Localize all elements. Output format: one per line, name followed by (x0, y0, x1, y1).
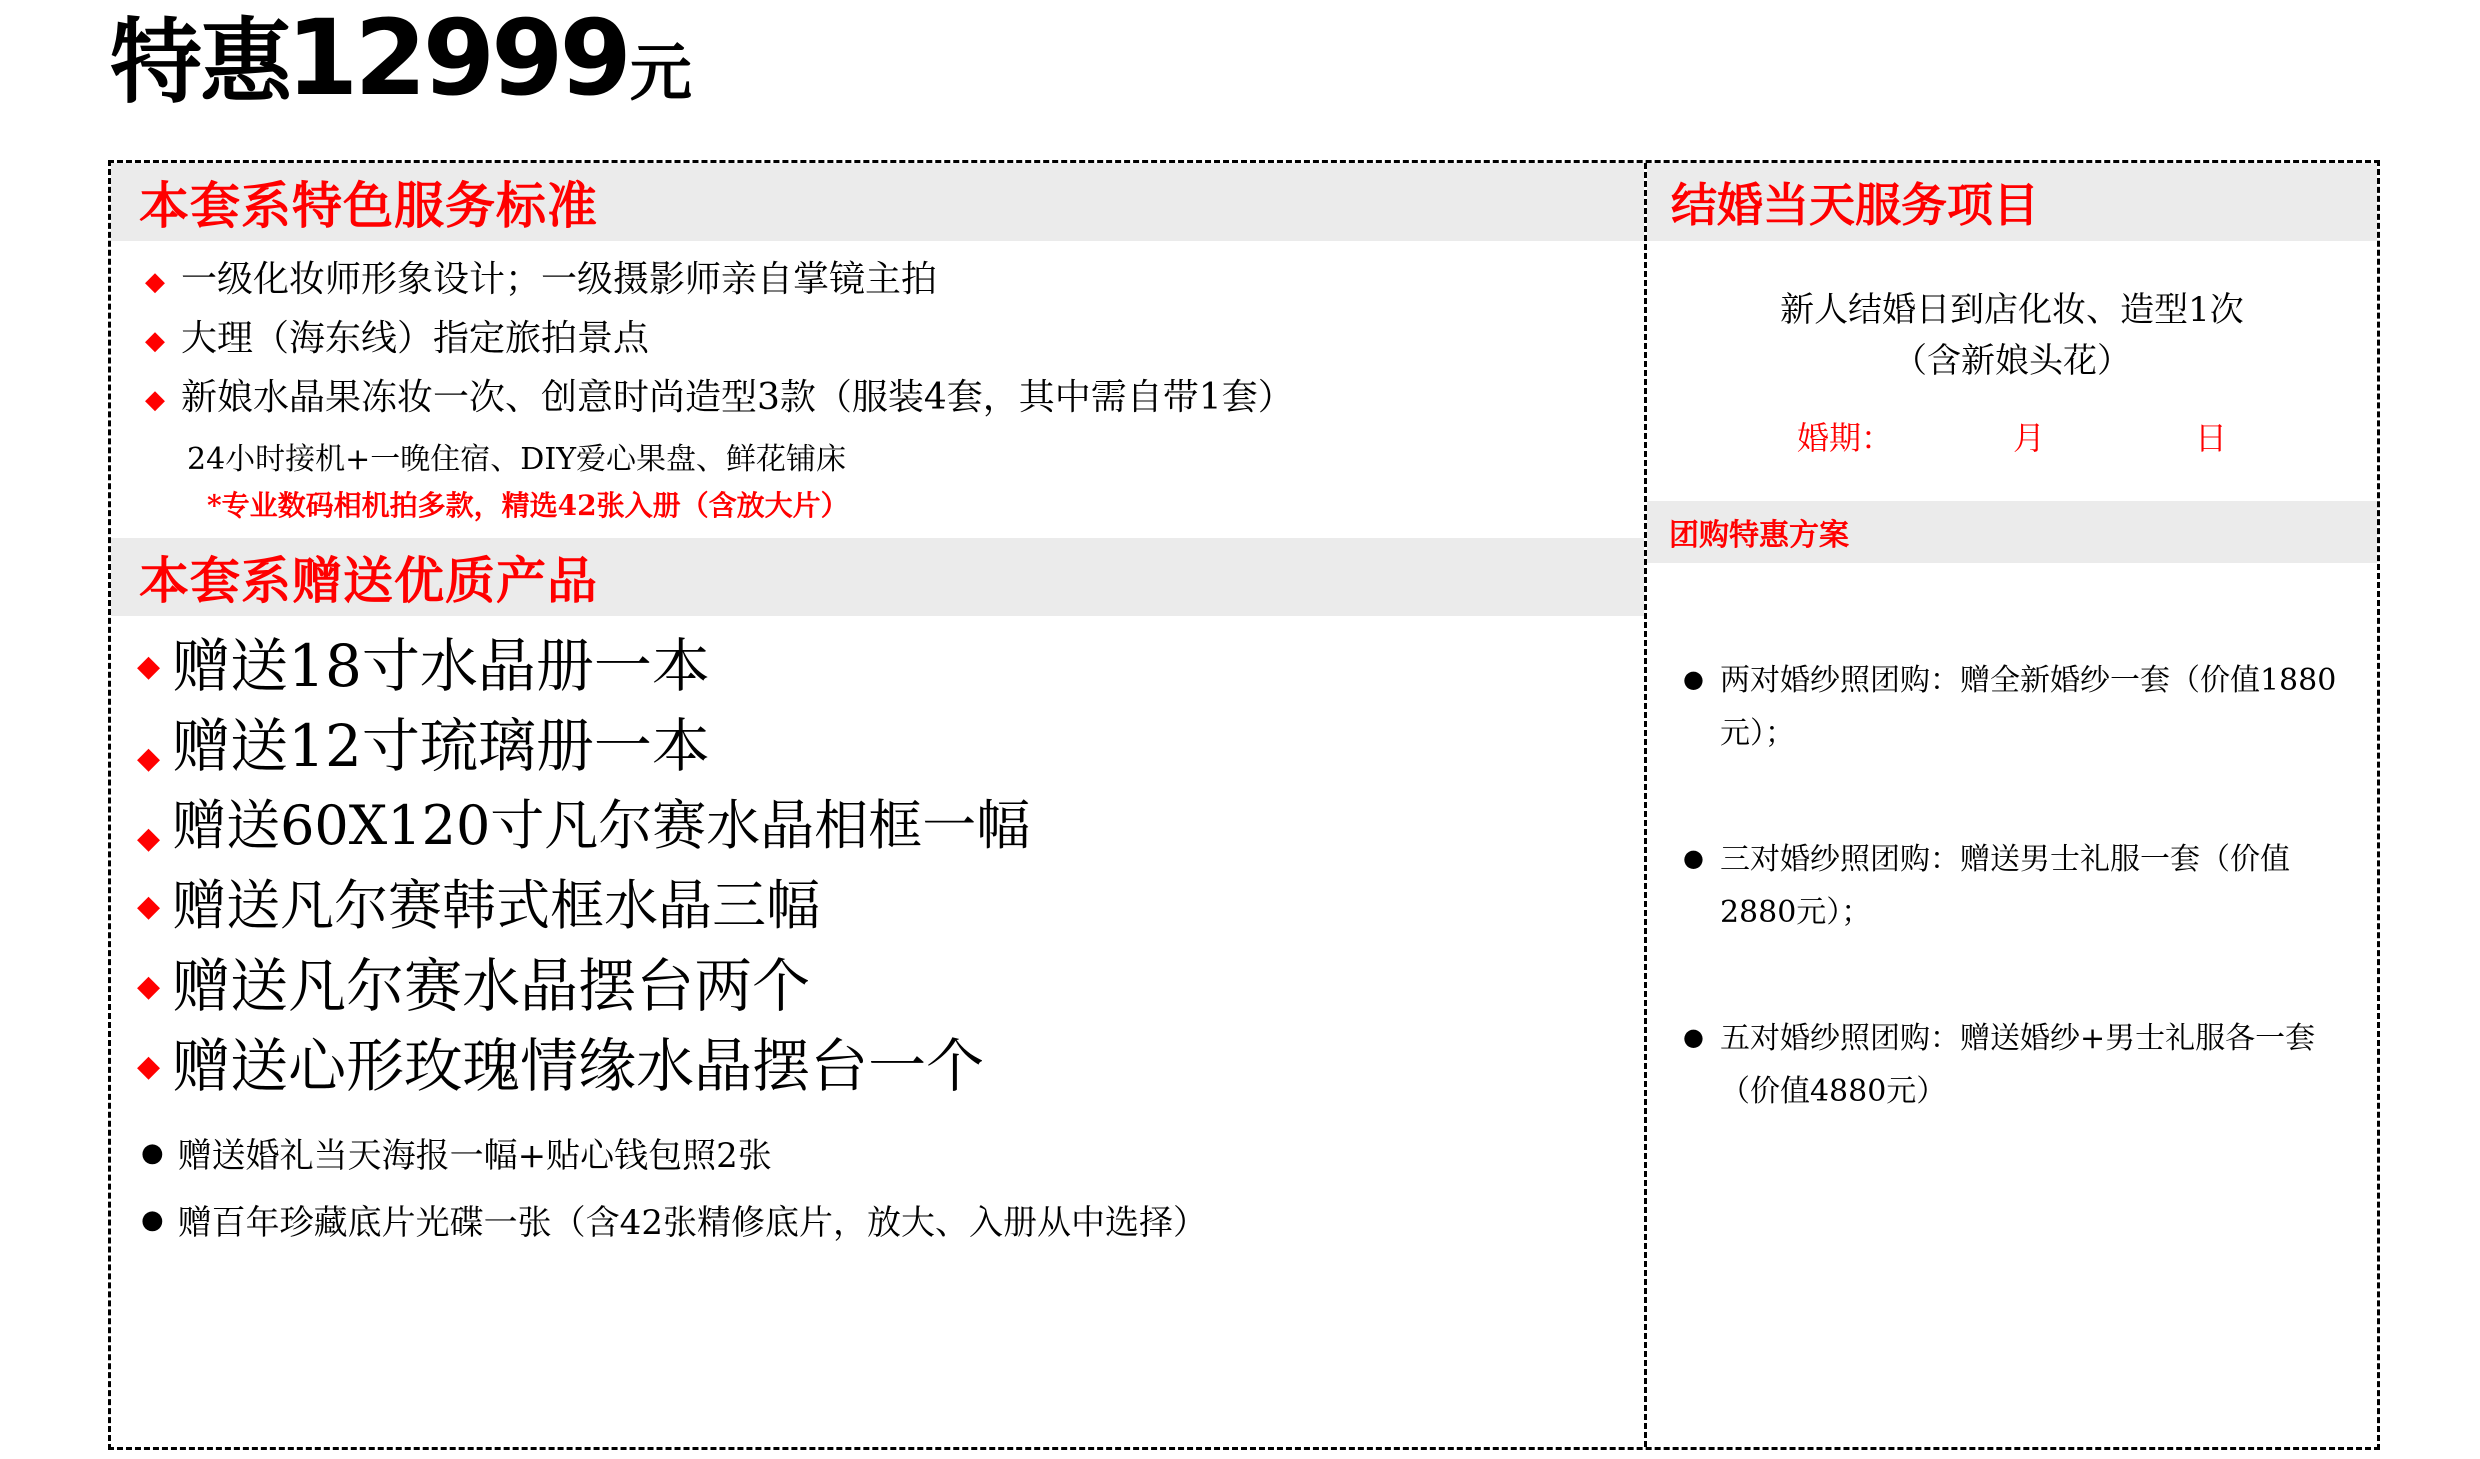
list-item (137, 626, 1644, 706)
title-prefix: 特惠 (110, 9, 291, 116)
content-frame (108, 160, 2380, 1450)
wedding-day-service (1647, 241, 2377, 459)
title-currency-unit: 元 (629, 36, 692, 109)
list-item (137, 786, 1644, 866)
gift-text: 赠送凡尔赛韩式框水晶三幅 (172, 874, 821, 937)
right-section2-header: 团购特惠方案 (1647, 501, 2377, 563)
feature-list (111, 241, 1644, 524)
list-item (137, 1026, 1644, 1106)
list-item (141, 1195, 1644, 1244)
round-bullet-icon: ● (141, 1205, 164, 1235)
left-column (111, 163, 1647, 1447)
left-section2-header: 本套系赠送优质产品 (111, 538, 1644, 616)
gift-text: 赠送60X120寸凡尔赛水晶相框一幅 (172, 794, 1031, 857)
diamond-bullet-icon: ◆ (137, 1048, 161, 1084)
list-item (1683, 655, 2341, 760)
group-deal-text: 三对婚纱照团购：赠送男士礼服一套（价值2880元）； (1719, 842, 2290, 930)
diamond-bullet-icon: ◆ (145, 326, 165, 356)
wedding-date-label: 婚期： (1796, 419, 1893, 457)
feature-text: 大理（海东线）指定旅拍景点 (181, 318, 650, 359)
wedding-service-line2: （含新娘头花） (1893, 341, 2131, 381)
diamond-bullet-icon: ◆ (137, 648, 161, 684)
list-item (145, 375, 1644, 420)
wedding-date-row (1667, 413, 2357, 459)
gift-text: 赠送12寸琉璃册一本 (172, 712, 710, 780)
diamond-bullet-icon: ◆ (137, 888, 161, 924)
title-price: 12999 (286, 0, 628, 119)
group-deal-text: 两对婚纱照团购：赠全新婚纱一套（价值1880元）； (1719, 663, 2337, 751)
diamond-bullet-icon: ◆ (145, 267, 165, 297)
round-bullet-icon: ● (1683, 1023, 1704, 1051)
round-bullet-icon: ● (1683, 665, 1704, 693)
bottom-note-list (111, 1106, 1644, 1244)
list-item (141, 1128, 1644, 1177)
list-item (137, 866, 1644, 946)
feature-sub-line: 24小时接机+一晚住宿、DIY爱心果盘、鲜花铺床 (187, 442, 847, 477)
list-item (145, 316, 1644, 361)
feature-text: 一级化妆师形象设计；一级摄影师亲自掌镜主拍 (181, 259, 938, 300)
gift-text: 赠送凡尔赛水晶摆台两个 (172, 952, 811, 1020)
wedding-service-line1: 新人结婚日到店化妆、造型1次 (1780, 290, 2244, 330)
diamond-bullet-icon: ◆ (137, 968, 161, 1004)
feature-text: 新娘水晶果冻妆一次、创意时尚造型3款（服装4套，其中需自带1套） (181, 377, 1294, 418)
round-bullet-icon: ● (141, 1138, 164, 1168)
left-section1-header: 本套系特色服务标准 (111, 163, 1644, 241)
group-deal-list (1647, 563, 2377, 1118)
bottom-note-text: 赠百年珍藏底片光碟一张（含42张精修底片，放大、入册从中选择） (177, 1203, 1207, 1243)
wedding-date-month: 月 (2012, 419, 2045, 457)
gift-list (111, 616, 1644, 1106)
round-bullet-icon: ● (1683, 844, 1704, 872)
diamond-bullet-icon: ◆ (137, 821, 161, 856)
diamond-bullet-icon: ◆ (137, 741, 161, 776)
gift-text: 赠送心形玫瑰情缘水晶摆台一个 (172, 1032, 985, 1100)
list-item (1683, 834, 2341, 939)
list-item (145, 257, 1644, 302)
wedding-date-day: 日 (2195, 419, 2228, 457)
diamond-bullet-icon: ◆ (145, 385, 165, 415)
right-section1-header: 结婚当天服务项目 (1647, 163, 2377, 241)
list-item (1683, 1013, 2341, 1118)
page-title (110, 0, 692, 119)
feature-sub-line-highlight: *专业数码相机拍多款，精选42张入册（含放大片） (207, 489, 849, 522)
group-deal-text: 五对婚纱照团购：赠送婚纱+男士礼服各一套（价值4880元） (1719, 1021, 2316, 1109)
gift-text: 赠送18寸水晶册一本 (172, 632, 710, 700)
list-item (137, 706, 1644, 786)
bottom-note-text: 赠送婚礼当天海报一幅+贴心钱包照2张 (177, 1136, 772, 1176)
right-column (1647, 163, 2377, 1447)
list-item (137, 946, 1644, 1026)
